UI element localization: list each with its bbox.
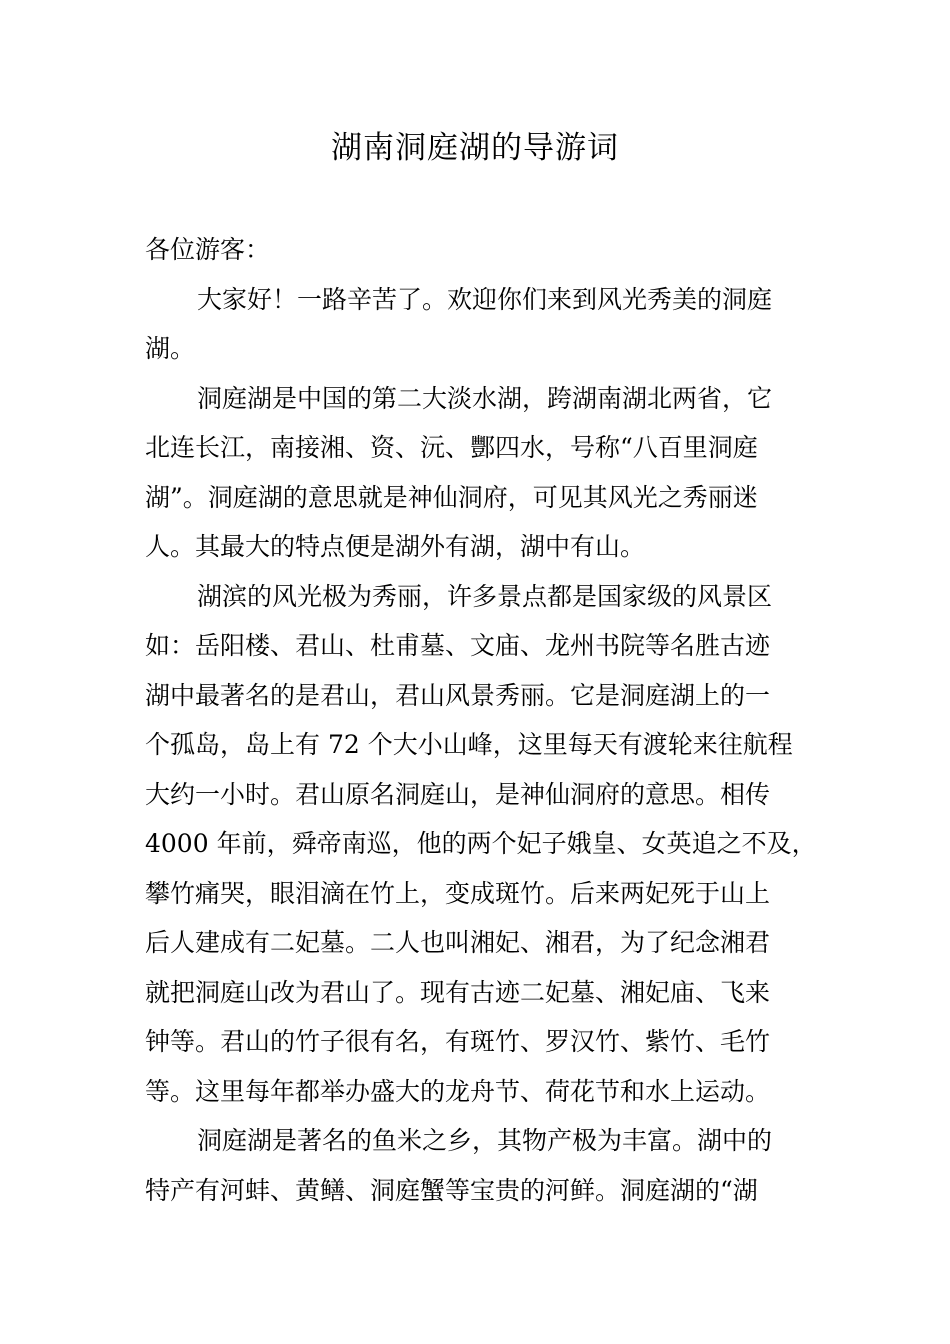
text-line: 湖滨的风光极为秀丽，许多景点都是国家级的风景区: [197, 581, 773, 611]
text-line: 4000 年前，舜帝南巡，他的两个妃子娥皇、女英追之不及，: [145, 829, 817, 858]
text-line: 各位游客：: [145, 235, 271, 264]
text-line: 个孤岛，岛上有 72 个大小山峰，这里每天有渡轮来往航程: [145, 730, 793, 759]
text-line: 攀竹痛哭，眼泪滴在竹上，变成斑竹。后来两妃死于山上: [145, 878, 771, 908]
text-line: 如：岳阳楼、君山、杜甫墓、文庙、龙州书院等名胜古迹: [145, 631, 771, 660]
text-line: 洞庭湖是中国的第二大淡水湖，跨湖南湖北两省，它: [197, 383, 773, 413]
text-line: 特产有河蚌、黄鳝、洞庭蟹等宝贵的河鲜。洞庭湖的“湖: [145, 1175, 758, 1205]
text-line: 等。这里每年都举办盛大的龙舟节、荷花节和水上运动。: [145, 1076, 771, 1106]
text-line: 大家好！一路辛苦了。欢迎你们来到风光秀美的洞庭: [197, 284, 773, 314]
text-line: 北连长江，南接湘、资、沅、酆四水，号称“八百里洞庭: [145, 433, 758, 462]
text-line: 湖。: [145, 334, 196, 363]
text-line: 洞庭湖是著名的鱼米之乡，其物产极为丰富。湖中的: [197, 1126, 773, 1155]
document-title: 湖南洞庭湖的导游词: [331, 130, 619, 166]
text-line: 就把洞庭山改为君山了。现有古迹二妃墓、湘妃庙、飞来: [145, 977, 771, 1007]
text-line: 钟等。君山的竹子很有名，有斑竹、罗汉竹、紫竹、毛竹: [145, 1027, 771, 1056]
text-line: 后人建成有二妃墓。二人也叫湘妃、湘君，为了纪念湘君: [145, 928, 771, 957]
text-line: 大约一小时。君山原名洞庭山，是神仙洞府的意思。相传: [145, 779, 771, 809]
text-line: 人。其最大的特点便是湖外有湖，湖中有山。: [145, 532, 646, 561]
text-line: 湖中最著名的是君山，君山风景秀丽。它是洞庭湖上的一: [145, 680, 771, 710]
document-body: [145, 225, 817, 1215]
text-line: 湖”。洞庭湖的意思就是神仙洞府，可见其风光之秀丽迷: [145, 482, 758, 512]
